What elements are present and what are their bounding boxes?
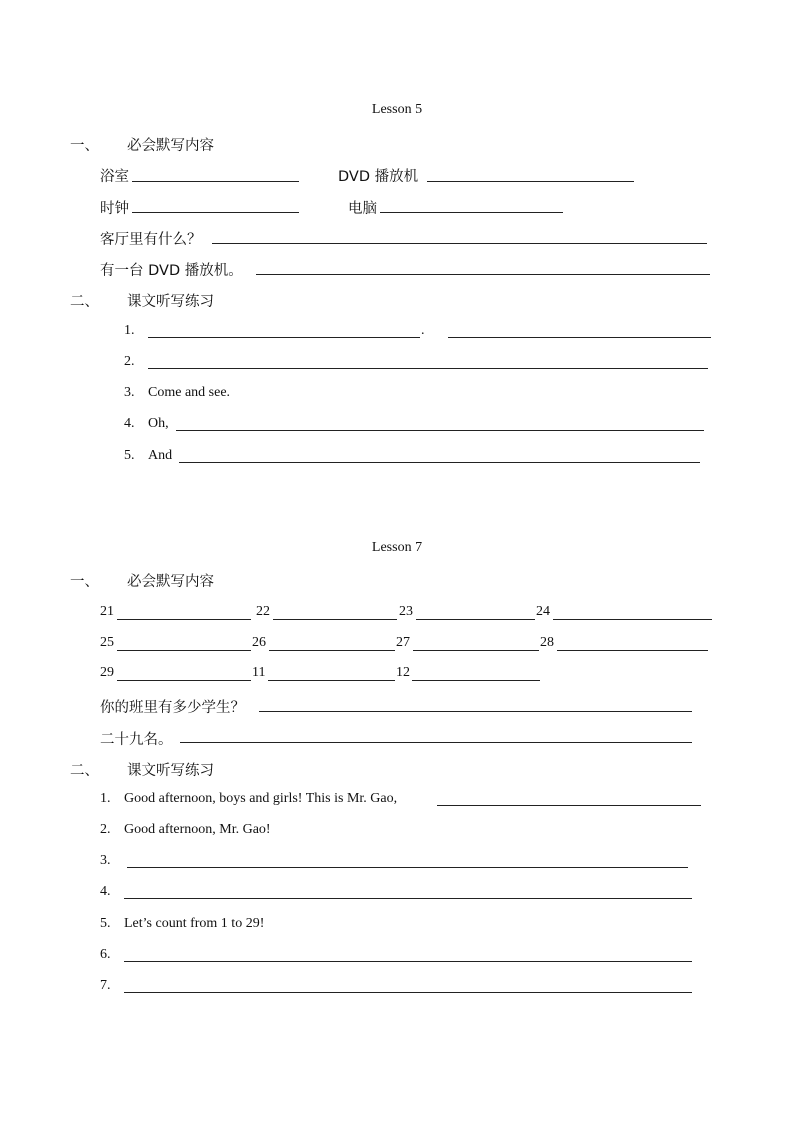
lesson7-section1-marker: 一、 [70,574,99,590]
l7-dictation-1-text: Good afternoon, boys and girls! This is Mr. Gao, [124,791,398,806]
number-26: 26 [252,635,266,650]
vocab-clock-blank[interactable] [132,212,299,213]
l5-dictation-2-blank[interactable] [148,368,708,369]
number-24-blank[interactable] [553,619,712,620]
l5-dictation-4-text: Oh, [148,416,169,431]
number-25: 25 [100,635,114,650]
l5-dictation-1-blank-a[interactable] [148,337,420,338]
l7-dictation-5-text: Let’s count from 1 to 29! [124,916,265,931]
l5-dictation-4-blank[interactable] [176,430,704,431]
l5-dictation-1-blank-b[interactable] [448,337,711,338]
l7-dictation-6-blank[interactable] [124,961,692,962]
lesson7-sentence-2: 二十九名。 [100,732,173,748]
number-23-blank[interactable] [416,619,535,620]
lesson5-title: Lesson 5 [371,102,423,117]
lesson7-sentence-1: 你的班里有多少学生？ [100,700,245,716]
lesson5-section2-marker: 二、 [70,294,99,310]
number-27-blank[interactable] [413,650,539,651]
number-22-blank[interactable] [273,619,397,620]
l7-dictation-2-text: Good afternoon, Mr. Gao! [124,822,271,837]
lesson5-sentence-2-blank[interactable] [256,274,710,275]
l5-dictation-3-text: Come and see. [148,385,231,400]
number-22: 22 [256,604,270,619]
lesson7-section2-marker: 二、 [70,763,99,779]
vocab-clock: 时钟 [100,201,129,217]
vocab-bathroom-blank[interactable] [132,181,299,182]
l5-dictation-2-num: 2. [124,354,135,369]
number-29-blank[interactable] [117,680,251,681]
lesson5-section1-title: 必会默写内容 [127,138,214,154]
vocab-bathroom: 浴室 [100,169,129,185]
lesson5-section2-title: 课文听写练习 [127,294,214,310]
l5-dictation-4-num: 4. [124,416,135,431]
number-23: 23 [399,604,413,619]
l7-dictation-5-num: 5. [100,916,111,931]
number-11: 11 [252,665,266,680]
vocab-dvd-player: DVD 播放机 [338,169,419,185]
number-25-blank[interactable] [117,650,251,651]
l5-dictation-5-num: 5. [124,448,135,463]
l7-dictation-6-num: 6. [100,947,111,962]
l7-dictation-3-num: 3. [100,853,111,868]
l7-dictation-3-blank[interactable] [127,867,688,868]
lesson7-sentence-2-blank[interactable] [180,742,692,743]
l5-dictation-5-text: And [148,448,173,463]
l5-dictation-3-num: 3. [124,385,135,400]
lesson7-section2-title: 课文听写练习 [127,763,214,779]
number-27: 27 [396,635,410,650]
l7-dictation-1-blank[interactable] [437,805,701,806]
number-28-blank[interactable] [557,650,708,651]
number-11-blank[interactable] [268,680,395,681]
number-28: 28 [540,635,554,650]
number-24: 24 [536,604,550,619]
lesson5-sentence-2: 有一台 DVD 播放机。 [100,263,243,279]
lesson7-sentence-1-blank[interactable] [259,711,692,712]
lesson5-sentence-1: 客厅里有什么？ [100,232,202,248]
number-12: 12 [396,665,410,680]
l7-dictation-7-blank[interactable] [124,992,692,993]
number-21-blank[interactable] [117,619,251,620]
l5-dictation-5-blank[interactable] [179,462,700,463]
number-29: 29 [100,665,114,680]
l7-dictation-4-num: 4. [100,884,111,899]
l5-dictation-1-dot: . [421,323,425,338]
l7-dictation-7-num: 7. [100,978,111,993]
vocab-dvd-player-blank[interactable] [427,181,634,182]
vocab-computer-blank[interactable] [380,212,563,213]
lesson7-title: Lesson 7 [371,540,423,555]
lesson5-section1-marker: 一、 [70,138,99,154]
l5-dictation-1-num: 1. [124,323,135,338]
number-26-blank[interactable] [269,650,395,651]
vocab-computer: 电脑 [348,201,377,217]
l7-dictation-1-num: 1. [100,791,111,806]
lesson5-sentence-1-blank[interactable] [212,243,707,244]
l7-dictation-4-blank[interactable] [124,898,692,899]
number-21: 21 [100,604,114,619]
l7-dictation-2-num: 2. [100,822,111,837]
lesson7-section1-title: 必会默写内容 [127,574,214,590]
number-12-blank[interactable] [412,680,540,681]
